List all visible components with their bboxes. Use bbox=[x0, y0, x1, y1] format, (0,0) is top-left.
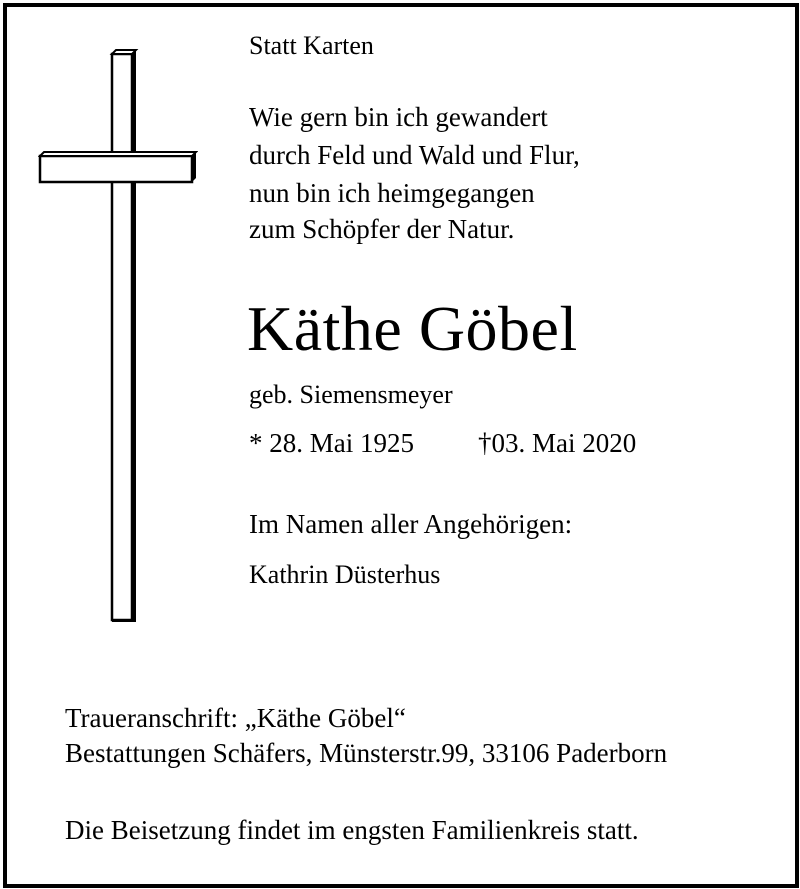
birth-date: 28. Mai 1925 bbox=[269, 428, 414, 458]
birth-name: geb. Siemensmeyer bbox=[249, 380, 453, 409]
death-symbol: † bbox=[478, 428, 492, 458]
mourners-intro: Im Namen aller Angehörigen: bbox=[249, 509, 573, 539]
death-date: 03. Mai 2020 bbox=[491, 428, 637, 458]
address-line-1: Traueranschrift: „Käthe Göbel“ bbox=[65, 703, 406, 733]
address-line-2: Bestattungen Schäfers, Münsterstr.99, 33106 Paderborn bbox=[65, 738, 668, 768]
cross-icon bbox=[38, 40, 198, 622]
poem-line-1: Wie gern bin ich gewandert bbox=[249, 102, 548, 132]
birth-line bbox=[249, 430, 414, 457]
death-line bbox=[478, 430, 636, 457]
statt-karten: Statt Karten bbox=[249, 31, 374, 60]
mourner-name: Kathrin Düsterhus bbox=[249, 560, 441, 589]
poem-line-4: zum Schöpfer der Natur. bbox=[249, 214, 515, 244]
burial-notice: Die Beisetzung findet im engsten Familienkreis statt. bbox=[65, 815, 639, 845]
birth-symbol: * bbox=[249, 428, 263, 458]
poem-line-3: nun bin ich heimgegangen bbox=[249, 178, 535, 208]
deceased-name: Käthe Göbel bbox=[247, 293, 578, 364]
poem-line-2: durch Feld und Wald und Flur, bbox=[249, 140, 580, 170]
